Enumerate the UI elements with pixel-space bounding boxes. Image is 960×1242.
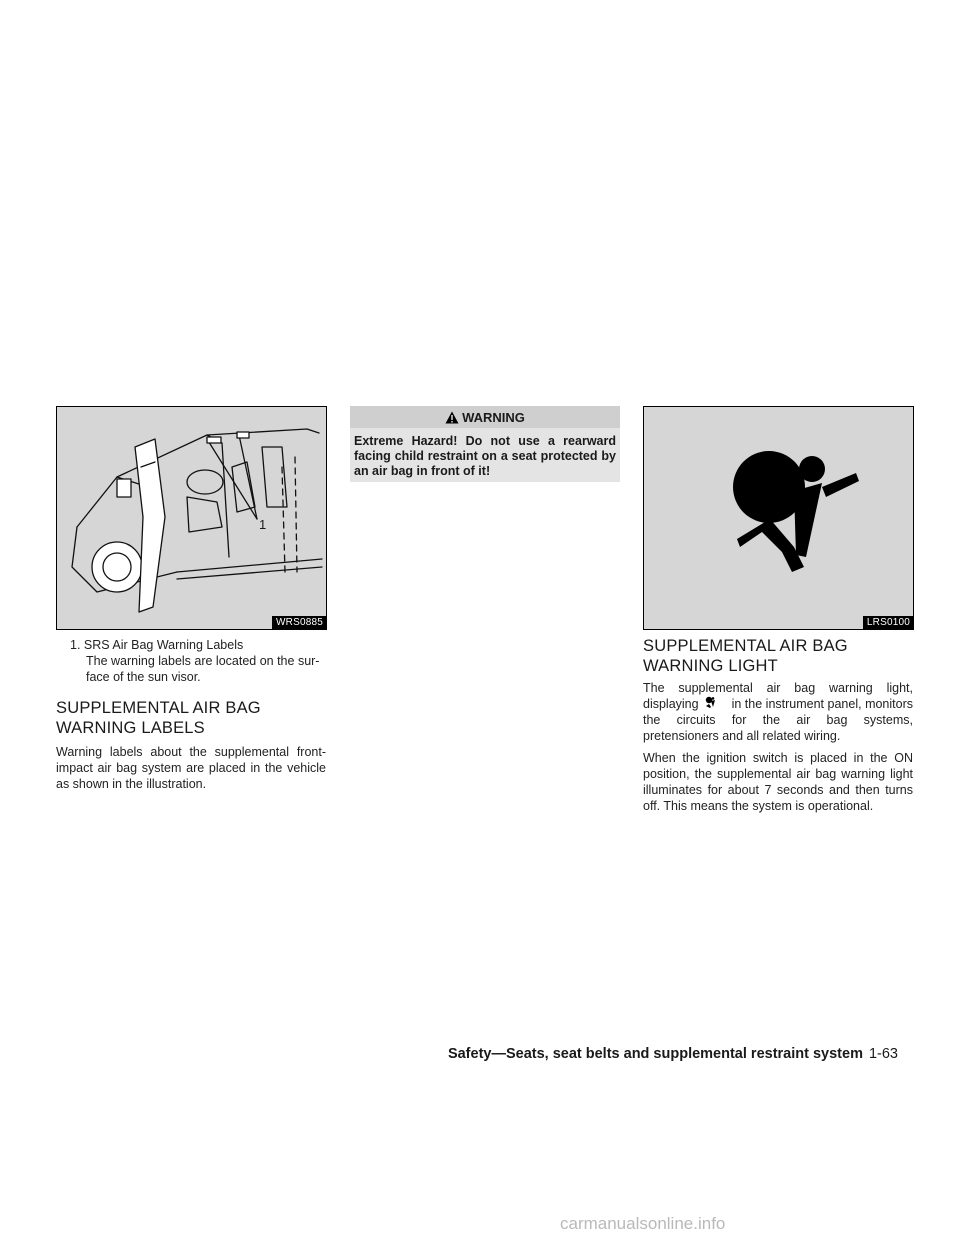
page-footer [420,1046,898,1062]
section-body [643,680,913,744]
warning-header [350,406,620,428]
page-number: 1-63 [868,1046,898,1062]
watermark: carmanualsonline.info [560,1214,726,1233]
section-body: When the ignition switch is placed in the ON position, the supplemental air bag warning light illuminates for about 7 seconds and then turns off. This means the system is operational. [643,751,913,813]
airbag-light-illustration [643,406,914,630]
section-body-part: The supplemental air bag warning light, displaying [643,681,913,711]
caption-note-line: The warning labels are located on the sur- [86,654,320,668]
caption-item: 1. SRS Air Bag Warning Labels [70,638,244,652]
airbag-warning-icon [644,407,913,629]
warning-text: Extreme Hazard! Do not use a rearward facing child restraint on a seat protected by an air bag in front of it! [350,428,620,482]
truck-open-door-illustration [57,407,326,629]
warning-triangle-icon [445,411,459,424]
figure-code: LRS0100 [863,616,913,629]
footer-section-title: Safety—Seats, seat belts and supplemental restraint system [447,1046,863,1062]
warning-title: WARNING [462,409,525,425]
callout-number: 1 [259,517,267,532]
vehicle-illustration [56,406,327,630]
section-body: Warning labels about the supplemental front-impact air bag system are placed in the vehicle as shown in the illustration. [56,745,326,791]
figure-code: WRS0885 [272,616,326,629]
caption-note-line: face of the sun visor. [86,670,201,684]
section-heading: SUPPLEMENTAL AIR BAG WARNING LABELS [56,699,261,737]
airbag-warning-small-icon [704,696,718,709]
section-body-part: in the instrument panel, monitors the circuits for the air bag systems, pretensioners and all related wiring. [643,697,913,743]
section-heading: SUPPLEMENTAL AIR BAG WARNING LIGHT [643,637,848,675]
figure-caption [66,637,328,685]
